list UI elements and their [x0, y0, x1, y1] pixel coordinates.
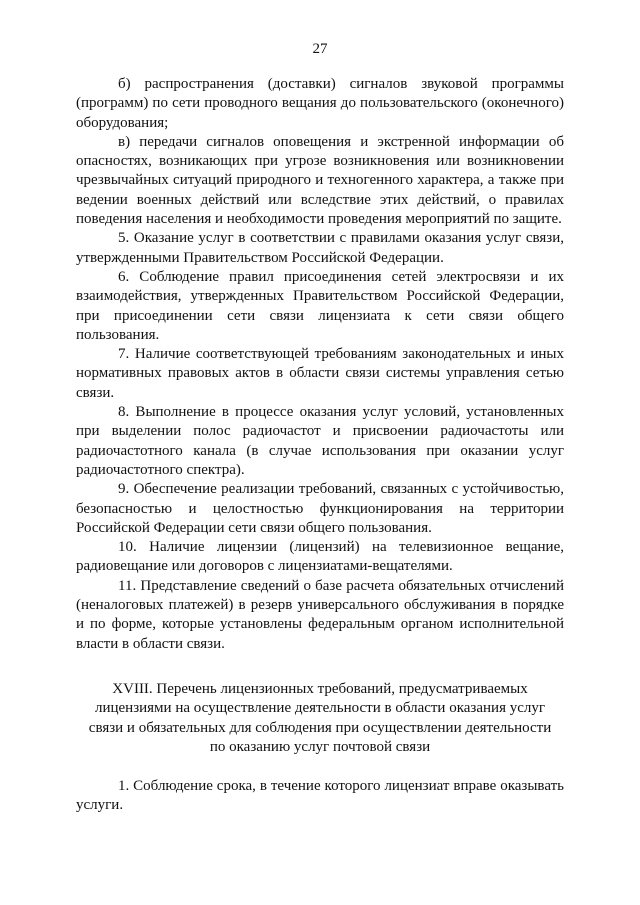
section-item-1: 1. Соблюдение срока, в течение которого лицензиат вправе оказывать услуги.	[76, 778, 564, 814]
requirement-item-10: 10. Наличие лицензии (лицензий) на телевизионное вещание, радиовещание или договоров с лицензиатами-вещателями.	[76, 539, 564, 575]
list-item-b: б) распространения (доставки) сигналов звуковой программы (программ) по сети проводного вещания до пользовательского (оконечного) оборудования;	[76, 76, 564, 131]
section-heading: XVIII. Перечень лицензионных требований, предусматриваемых лицензиями на осуществление деятельности в области оказания услуг связи и обязательных для соблюдения при осуществлении деятельности по оказанию услуг почтовой связи	[88, 680, 552, 755]
list-item-v: в) передачи сигналов оповещения и экстренной информации об опасностях, возникающих при угрозе возникновения или возникновении чрезвычайных ситуаций природного и техногенного характера, а также при ведении военных действий или вследствие этих действий, о правилах поведения населения и необходимости проведения мероприятий по защите.	[76, 133, 564, 228]
requirement-item-7: 7. Наличие соответствующей требованиям законодательных и иных нормативных правовых актов в области связи системы управления сетью связи.	[76, 346, 564, 401]
requirement-item-8: 8. Выполнение в процессе оказания услуг условий, установленных при выделении полос радиочастот и присвоении радиочастоты или радиочастотного канала (в случае использования при оказании услуг радиочастотного спектра).	[76, 404, 564, 478]
requirement-item-6: 6. Соблюдение правил присоединения сетей электросвязи и их взаимодействия, утвержденных Правительством Российской Федерации, при присоединении сети связи лицензиата к сети связи общего пользования.	[76, 268, 564, 343]
page-number: 27	[312, 41, 328, 57]
requirement-item-11: 11. Представление сведений о базе расчета обязательных отчислений (неналоговых платежей) в резерв универсального обслуживания в порядке и по форме, которые установлены федеральным органом исполнительной власти в области связи.	[76, 577, 564, 652]
document-page	[76, 0, 564, 905]
requirement-item-5: 5. Оказание услуг в соответствии с правилами оказания услуг связи, утвержденными Правительством Российской Федерации.	[76, 230, 564, 266]
requirement-item-9: 9. Обеспечение реализации требований, связанных с устойчивостью, безопасностью и целостностью функционирования на территории Российской Федерации сети связи общего пользования.	[76, 481, 564, 536]
document-body	[76, 75, 564, 816]
